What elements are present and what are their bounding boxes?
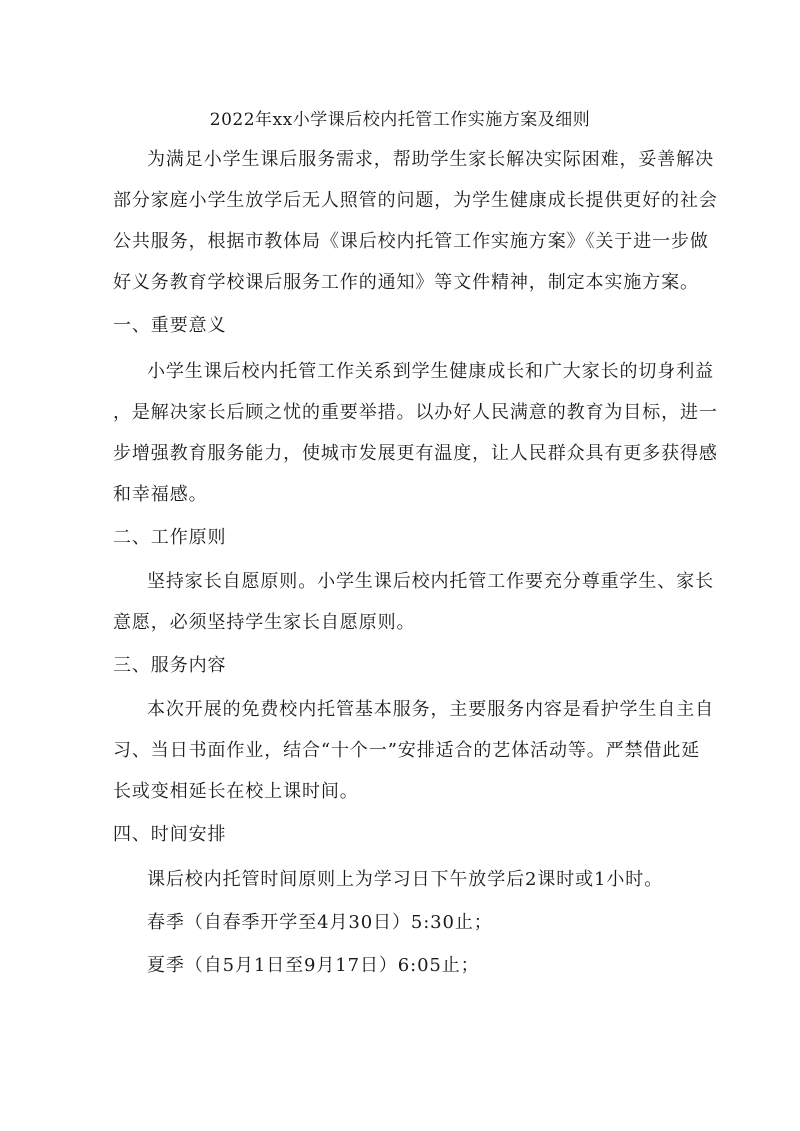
- section-heading-schedule: 四、时间安排: [113, 824, 227, 845]
- section1-line-4: 和幸福感。: [113, 484, 208, 505]
- section4-line-spring: 春季（自春季开学至4月30日）5:30止；: [147, 912, 493, 933]
- section3-line-1: 本次开展的免费校内托管基本服务，主要服务内容是看护学生自主自: [147, 699, 714, 720]
- document-title: 2022年xx小学课后校内托管工作实施方案及细则: [209, 110, 591, 130]
- section4-line-1: 课后校内托管时间原则上为学习日下午放学后2课时或1小时。: [147, 869, 664, 890]
- intro-line-2: 部分家庭小学生放学后无人照管的问题，为学生健康成长提供更好的社会: [113, 190, 718, 211]
- section3-line-3: 长或变相延长在校上课时间。: [113, 781, 359, 802]
- intro-line-4: 好义务教育学校课后服务工作的通知》等文件精神，制定本实施方案。: [113, 272, 699, 293]
- intro-line-3: 公共服务，根据市教体局《课后校内托管工作实施方案》《关于进一步做: [113, 231, 709, 252]
- section3-line-2: 习、当日书面作业，结合“十个一”安排适合的艺体活动等。严禁借此延: [113, 740, 701, 761]
- section-heading-principles: 二、工作原则: [113, 527, 227, 548]
- intro-line-1: 为满足小学生课后服务需求，帮助学生家长解决实际困难，妥善解决: [147, 149, 714, 170]
- section1-line-1: 小学生课后校内托管工作关系到学生健康成长和广大家长的切身利益: [147, 361, 714, 382]
- section2-line-2: 意愿，必须坚持学生家长自愿原则。: [113, 612, 416, 633]
- section2-line-1: 坚持家长自愿原则。小学生课后校内托管工作要充分尊重学生、家长: [147, 571, 714, 592]
- section-heading-services: 三、服务内容: [113, 655, 227, 676]
- section-heading-importance: 一、重要意义: [113, 315, 227, 336]
- section4-line-summer: 夏季（自5月1日至9月17日）6:05止；: [147, 955, 480, 976]
- section1-line-2: ，是解决家长后顾之忧的重要举措。以办好人民满意的教育为目标，进一: [113, 402, 718, 423]
- section1-line-3: 步增强教育服务能力，使城市发展更有温度，让人民群众具有更多获得感: [113, 443, 718, 464]
